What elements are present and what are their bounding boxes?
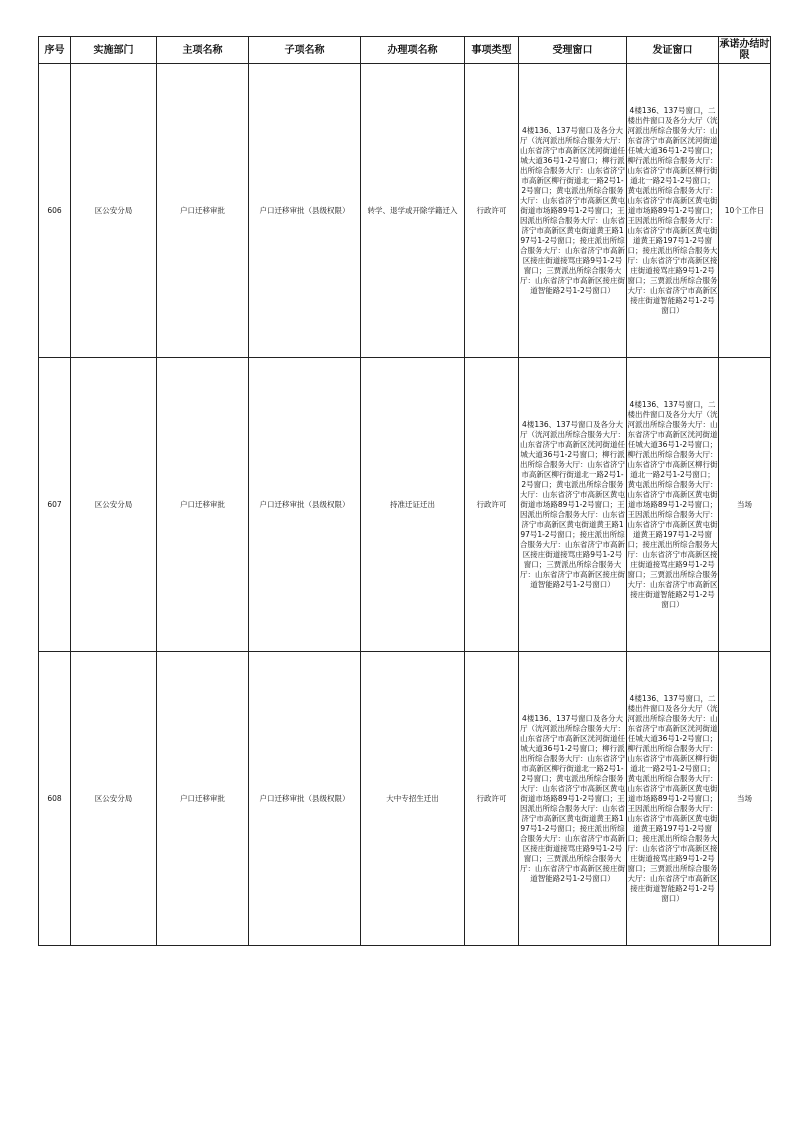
- header-sub-item: 子项名称: [249, 37, 361, 64]
- cell-time-limit: 10个工作日: [719, 64, 771, 358]
- header-dept: 实施部门: [71, 37, 157, 64]
- cell-dept: 区公安分局: [71, 358, 157, 652]
- cell-sub-item: 户口迁移审批（县级权限）: [249, 358, 361, 652]
- cell-seq: 606: [39, 64, 71, 358]
- cell-accept-window: 4楼136、137号窗口及各分大厅（洸河派出所综合服务大厅：山东省济宁市高新区洸河街道任城大道36号1-2号窗口；柳行派出所综合服务大厅：山东省济宁市高新区柳行街道北一路2号1-2号窗口；黄屯派出所综合服务大厅：山东省济宁市高新区黄屯街道市场路89号1-2号窗口；王因派出所综合服务大厅：山东省济宁市高新区黄屯街道黄王路197号1-2号窗口；接庄派出所综合服务大厅：山东省济宁市高新区接庄街道接骂庄路9号1-2号窗口；三贾派出所综合服务大厅：山东省济宁市高新区接庄街道智能路2号1-2号窗口）: [519, 358, 627, 652]
- table-header-row: [39, 37, 771, 64]
- header-accept-window: 受理窗口: [519, 37, 627, 64]
- cell-seq: 607: [39, 358, 71, 652]
- service-items-table: [38, 36, 771, 946]
- cell-item-type: 行政许可: [465, 652, 519, 946]
- cell-item-type: 行政许可: [465, 358, 519, 652]
- cell-sub-item: 户口迁移审批（县级权限）: [249, 64, 361, 358]
- cell-time-limit: 当场: [719, 652, 771, 946]
- cell-issue-window: 4楼136、137号窗口，二楼出件窗口及各分大厅（洸河派出所综合服务大厅：山东省济宁市高新区洸河街道任城大道36号1-2号窗口；柳行派出所综合服务大厅：山东省济宁市高新区柳行街道北一路2号1-2号窗口；黄屯派出所综合服务大厅：山东省济宁市高新区黄屯街道市场路89号1-2号窗口；王因派出所综合服务大厅：山东省济宁市高新区黄屯街道黄王路197号1-2号窗口；接庄派出所综合服务大厅：山东省济宁市高新区接庄街道接骂庄路9号1-2号窗口；三贾派出所综合服务大厅：山东省济宁市高新区接庄街道智能路2号1-2号窗口）: [627, 358, 719, 652]
- cell-sub-item: 户口迁移审批（县级权限）: [249, 652, 361, 946]
- header-item-type: 事项类型: [465, 37, 519, 64]
- cell-issue-window: 4楼136、137号窗口，二楼出件窗口及各分大厅（洸河派出所综合服务大厅：山东省济宁市高新区洸河街道任城大道36号1-2号窗口；柳行派出所综合服务大厅：山东省济宁市高新区柳行街道北一路2号1-2号窗口；黄屯派出所综合服务大厅：山东省济宁市高新区黄屯街道市场路89号1-2号窗口；王因派出所综合服务大厅：山东省济宁市高新区黄屯街道黄王路197号1-2号窗口；接庄派出所综合服务大厅：山东省济宁市高新区接庄街道接骂庄路9号1-2号窗口；三贾派出所综合服务大厅：山东省济宁市高新区接庄街道智能路2号1-2号窗口）: [627, 652, 719, 946]
- header-procedure: 办理项名称: [361, 37, 465, 64]
- cell-procedure: 持准迁证迁出: [361, 358, 465, 652]
- table-row: [39, 64, 771, 358]
- cell-main-item: 户口迁移审批: [157, 64, 249, 358]
- cell-accept-window: 4楼136、137号窗口及各分大厅（洸河派出所综合服务大厅：山东省济宁市高新区洸河街道任城大道36号1-2号窗口；柳行派出所综合服务大厅：山东省济宁市高新区柳行街道北一路2号1-2号窗口；黄屯派出所综合服务大厅：山东省济宁市高新区黄屯街道市场路89号1-2号窗口；王因派出所综合服务大厅：山东省济宁市高新区黄屯街道黄王路197号1-2号窗口；接庄派出所综合服务大厅：山东省济宁市高新区接庄街道接骂庄路9号1-2号窗口；三贾派出所综合服务大厅：山东省济宁市高新区接庄街道智能路2号1-2号窗口）: [519, 64, 627, 358]
- cell-main-item: 户口迁移审批: [157, 652, 249, 946]
- header-seq: 序号: [39, 37, 71, 64]
- cell-procedure: 大中专招生迁出: [361, 652, 465, 946]
- header-issue-window: 发证窗口: [627, 37, 719, 64]
- cell-accept-window: 4楼136、137号窗口及各分大厅（洸河派出所综合服务大厅：山东省济宁市高新区洸河街道任城大道36号1-2号窗口；柳行派出所综合服务大厅：山东省济宁市高新区柳行街道北一路2号1-2号窗口；黄屯派出所综合服务大厅：山东省济宁市高新区黄屯街道市场路89号1-2号窗口；王因派出所综合服务大厅：山东省济宁市高新区黄屯街道黄王路197号1-2号窗口；接庄派出所综合服务大厅：山东省济宁市高新区接庄街道接骂庄路9号1-2号窗口；三贾派出所综合服务大厅：山东省济宁市高新区接庄街道智能路2号1-2号窗口）: [519, 652, 627, 946]
- header-time-limit: 承诺办结时限: [719, 37, 771, 64]
- cell-dept: 区公安分局: [71, 652, 157, 946]
- cell-item-type: 行政许可: [465, 64, 519, 358]
- cell-time-limit: 当场: [719, 358, 771, 652]
- table-row: [39, 358, 771, 652]
- cell-seq: 608: [39, 652, 71, 946]
- cell-issue-window: 4楼136、137号窗口，二楼出件窗口及各分大厅（洸河派出所综合服务大厅：山东省济宁市高新区洸河街道任城大道36号1-2号窗口；柳行派出所综合服务大厅：山东省济宁市高新区柳行街道北一路2号1-2号窗口；黄屯派出所综合服务大厅：山东省济宁市高新区黄屯街道市场路89号1-2号窗口；王因派出所综合服务大厅：山东省济宁市高新区黄屯街道黄王路197号1-2号窗口；接庄派出所综合服务大厅：山东省济宁市高新区接庄街道接骂庄路9号1-2号窗口；三贾派出所综合服务大厅：山东省济宁市高新区接庄街道智能路2号1-2号窗口）: [627, 64, 719, 358]
- cell-main-item: 户口迁移审批: [157, 358, 249, 652]
- table-row: [39, 652, 771, 946]
- cell-dept: 区公安分局: [71, 64, 157, 358]
- cell-procedure: 转学、退学或开除学籍迁入: [361, 64, 465, 358]
- header-main-item: 主项名称: [157, 37, 249, 64]
